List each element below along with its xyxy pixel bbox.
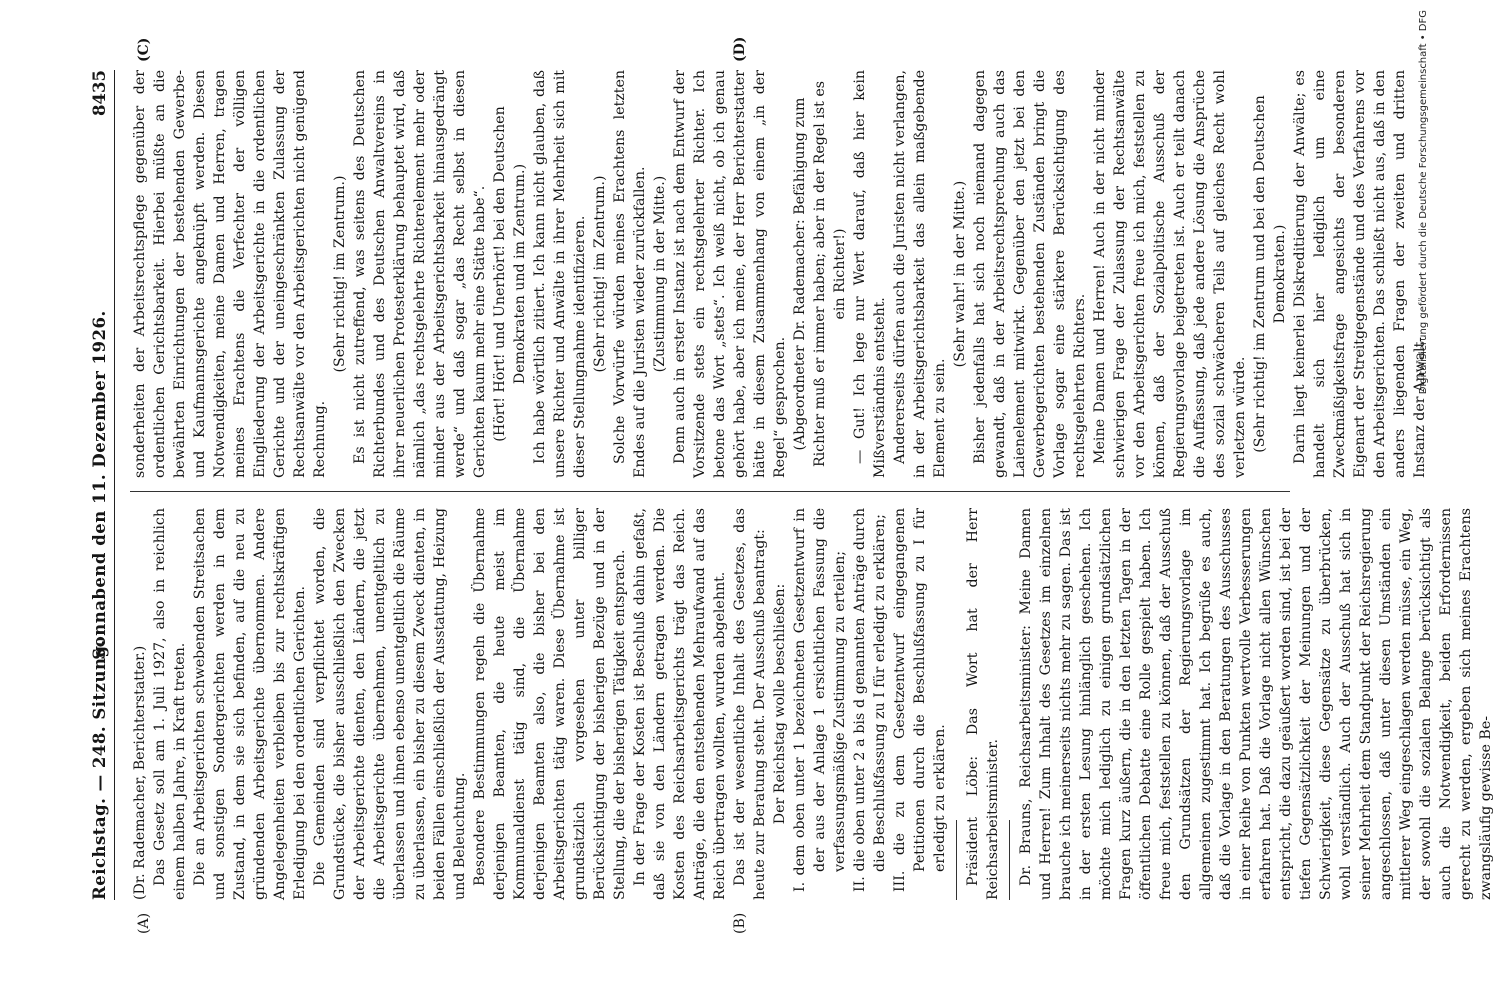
right-column-paragraph: Denn auch in erster Instanz ist nach dem Entwurf der Vorsitzende stets ein rechtsgelehrter Richter. Ich betone das Wort „stets“. Ich weiß nicht, ob ich genau gehört habe, aber ich meine, der Herr Berichterstatter hätte in diesem Zusammenhang von einem „in der Regel“ gesprochen. [672,70,788,478]
right-column-paragraph: Ich habe wörtlich zitiert. Ich kann nicht glauben, daß unsere Richter und Anwälte in ihrer Mehrheit sich mit dieser Stellungnahme identifizieren. [532,70,588,478]
left-column-paragraph: Das ist der wesentliche Inhalt des Gesetzes, das heute zur Beratung steht. Der Ausschuß beantragt: [732,508,768,900]
right-column-paragraph: Solche Vorwürfe würden meines Erachtens letzten Endes auf die Juristen wieder zurückfallen. [612,70,648,478]
left-column-rule [1009,820,1010,900]
left-column-paragraph: Besondere Bestimmungen regeln die Übernahme derjenigen Beamten, die heute meist im Kommunaldienst tätig sind, die Übernahme derjenigen Beamten also, die bisher bei den Arbeitsgerichten tätig waren. Diese Übernahme ist grundsätzlich vorgesehen unter billiger Berücksichtigung der bisherigen Bezüge und in der Stellung, die der bisherigen Tätigkeit entsprach. [472,508,628,900]
left-column-paragraph: Präsident Löbe: Das Wort hat der Herr Reichsarbeitsminister. [965,508,1001,900]
left-column-paragraph: Die an Arbeitsgerichten schwebenden Streitsachen und sonstigen Sondergerichten werden in dem Zustand, in dem sie sich befinden, auf die neu zu gründenden Arbeitsgerichte übernommen. Andere Angelegenheiten verbleiben bis zur rechtskräftigen Erledigung bei den ordentlichen Gerichten. [192,508,308,900]
right-column-paragraph: Bisher jedenfalls hat sich noch niemand dagegen gewandt, daß in der Arbeitsrechtsprechung auch das Laienelement mitwirkt. Gegenüber den jetzt bei den Gewerbegerichten bestehenden Zuständen bringt die Vorlage sogar eine stärkere Berücksichtigung des rechtsgelehrten Richters. [972,70,1088,478]
right-column-paragraph: Es ist nicht zutreffend, was seitens des Deutschen Richterbundes und des Deutschen Anwaltvereins in ihrer neuerlichen Protesterklärung behauptet wird, daß nämlich „das rechtsgelehrte Richterelement mehr oder minder aus der Arbeitsgerichtsbarkeit hinausgedrängt werde“ und daß sogar „das Recht selbst in diesen Gerichten kaum mehr eine Stätte habe“. [352,70,488,478]
header-date: Sonnabend den 11. Dezember 1926. [90,310,109,660]
page-header [90,70,115,900]
header-left: Reichstag. — 248. Sitzung. [90,639,109,900]
left-column-paragraph: III. die zu dem Gesetzentwurf eingegangenen Petitionen durch die Beschlußfassung zu I für erledigt zu erklären. [892,508,948,892]
right-column-paragraph: (Hört! Hört! und Unerhört! bei den Deutschen Demokraten und im Zentrum.) [492,106,528,442]
right-column-paragraph: (Sehr richtig! im Zentrum und bei den Deutschen Demokraten.) [1252,95,1288,453]
right-column-paragraph: sonderheiten der Arbeitsrechtspflege gegenüber der ordentlichen Gerichtsbarkeit. Hierbei müßte an die bewährten Einrichtungen der bestehenden Gewerbe- und Kaufmannsgerichte angeknüpft werden. Diesen Notwendigkeiten, meine Damen und Herren, tragen meines Erachtens die Verfechter der völligen Eingliederung der Arbeitsgerichte in die ordentlichen Gerichte und der uneingeschränkten Zulassung der Rechtsanwälte vor den Arbeitsgerichten nicht genügend Rechnung. [132,70,328,478]
dfg-side-note [1418,10,1432,990]
dfg-side-note-text: Digitalisierung gefördert durch die Deutsche Forschungsgemeinschaft • DFG [1418,10,1429,395]
margin-mark-b: (B) [732,912,748,934]
left-column-paragraph: Die Gemeinden sind verpflichtet worden, die Grundstücke, die bisher ausschließlich den Zwecken der Arbeitsgerichte dienten, den Ländern, die jetzt die Arbeitsgerichte übernehmen, unentgeltlich zu überlassen und ihnen ebenso unentgeltlich die Räume zu überlassen, ein bisher zu diesem Zweck dienten, in beiden Fällen einschließlich der Ausstattung, Heizung und Beleuchtung. [312,508,468,900]
margin-mark-a: (A) [136,912,152,934]
right-column-paragraph: — Gut! Ich lege nur Wert darauf, daß hier kein Mißverständnis entsteht. [852,70,888,478]
left-column-paragraph: I. dem oben unter 1 bezeichneten Gesetzentwurf in der aus der Anlage 1 ersichtlichen Fassung die verfassungsmäßige Zustimmung zu erteilen; [792,508,848,892]
right-column-paragraph: Darin liegt keinerlei Diskreditierung der Anwälte; es handelt sich hier lediglich um eine Zweckmäßigkeitsfrage angesichts der besonderen Eigenart der Streitgegenstände und des Verfahrens vor den Arbeitsgerichten. Das schließt nicht aus, daß in den anders liegenden Fragen der zweiten und dritten Instanz der Anwalt- [1292,70,1428,478]
right-column-paragraph: (Sehr richtig! im Zentrum.) [592,175,608,373]
margin-mark-d: (D) [732,36,748,62]
left-column-paragraph: (Dr. Rademacher, Berichterstatter.) [132,645,148,900]
column-divider [130,491,1290,492]
margin-mark-c: (C) [136,37,152,62]
left-column-paragraph: Das Gesetz soll am 1. Juli 1927, also in reichlich einem halben Jahre, in Kraft treten. [152,508,188,900]
left-column [130,508,1494,900]
right-column-paragraph: (Sehr richtig! im Zentrum.) [332,175,348,373]
left-column-rule [956,820,957,900]
right-column-paragraph: (Abgeordneter Dr. Rademacher: Befähigung zum Richter muß er immer haben; aber in der Regel ist es ein Richter!) [792,80,848,468]
right-column-paragraph: (Sehr wahr! in der Mitte.) [952,180,968,368]
right-column-paragraph: Andererseits dürfen auch die Juristen nicht verlangen, in der Arbeitsgerichtsbarkeit das allein maßgebende Element zu sein. [892,70,948,478]
right-column-paragraph: (Zustimmung in der Mitte.) [652,175,668,373]
left-column-paragraph: II. die oben unter 2 a bis d genannten Anträge durch die Beschlußfassung zu I für erledigt zu erklären; [852,508,888,892]
left-column-paragraph: Dr. Brauns, Reichsarbeitsminister: Meine Damen und Herren! Zum Inhalt des Gesetzes im einzelnen brauche ich meinerseits nichts mehr zu sagen. Das ist in der ersten Lesung hinlänglich geschehen. Ich möchte mich lediglich zu einigen grundsätzlichen Fragen kurz äußern, die in den letzten Tagen in der öffentlichen Debatte eine Rolle gespielt haben. Ich freue mich, feststellen zu können, daß der Ausschuß den Grundsätzen der Regierungsvorlage im allgemeinen zugestimmt hat. Ich begrüße es auch, daß die Vorlage in den Beratungen des Ausschusses in einer Reihe von Punkten wertvolle Verbesserungen erfahren hat. Daß die Vorlage nicht allen Wünschen entspricht, die dazu geäußert worden sind, ist bei der tiefen Gegensätzlichkeit der Meinungen und der Schwierigkeit, diese Gegensätze zu überbrücken, wohl verständlich. Auch der Ausschuß hat sich in seiner Mehrheit dem Standpunkt der Reichsregierung angeschlossen, daß unter diesen Umständen ein mittlerer Weg eingeschlagen werden müsse, ein Weg, der sowohl die sozialen Belange berücksichtigt als auch die Notwendigkeit, beiden Erfordernissen gerecht zu werden, ergeben sich meines Erachtens zwangsläufig gewisse Be- [1018,508,1494,900]
page-number: 8435 [90,70,109,116]
left-column-paragraph: In der Frage der Kosten ist Beschluß dahin gefaßt, daß sie von den Ländern getragen werden. Die Kosten des Reichsarbeitsgerichts trägt das Reich. Anträge, die den entstehenden Mehraufwand auf das Reich übertragen wollten, wurden abgelehnt. [632,508,728,900]
right-column-paragraph: Meine Damen und Herren! Auch in der nicht minder schwierigen Frage der Zulassung der Rechtsanwälte vor den Arbeitsgerichten freue ich mich, feststellen zu können, daß der Sozialpolitische Ausschuß der Regierungsvorlage beigetreten ist. Auch er teilt danach die Auffassung, daß jede andere Lösung die Ansprüche des sozial schwächeren Teils auf gleiches Recht wohl verletzen würde. [1092,70,1248,478]
left-column-paragraph: Der Reichstag wolle beschließen: [772,583,788,825]
